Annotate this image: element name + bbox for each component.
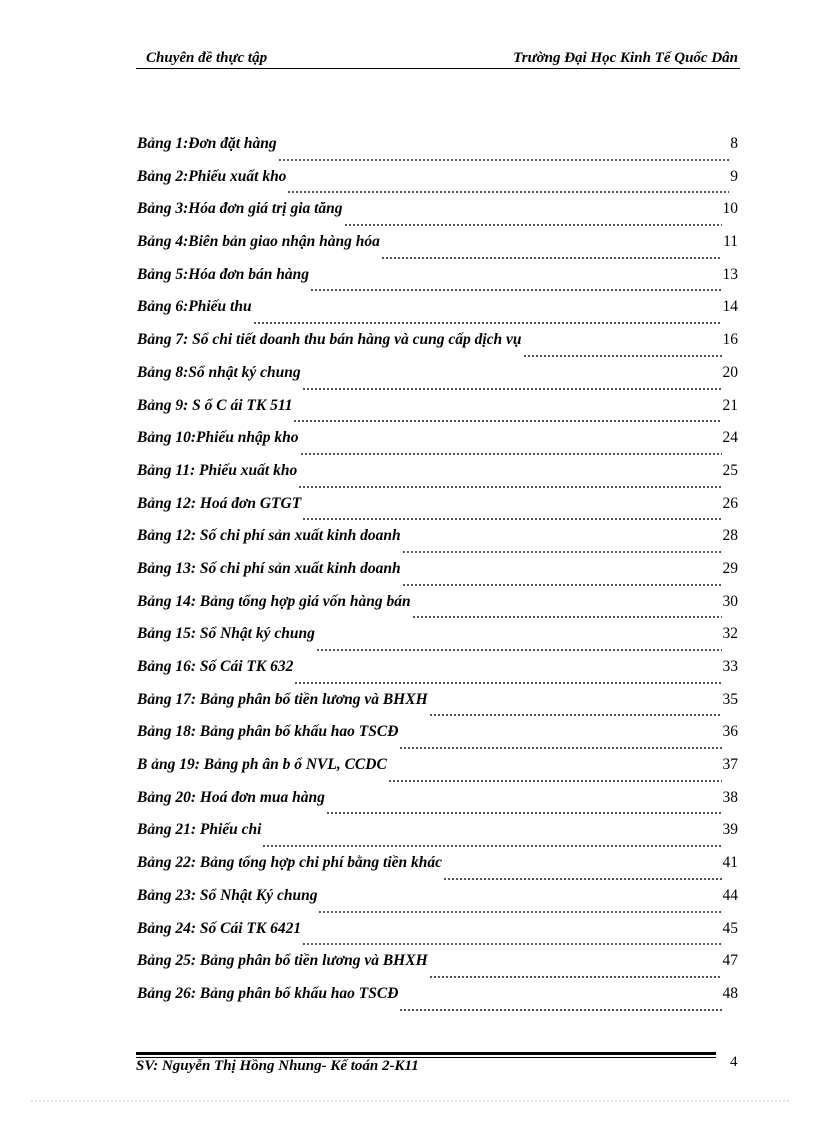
- toc-dot-leader: [402, 543, 722, 553]
- toc-dot-leader: [388, 772, 722, 782]
- toc-dot-leader: [310, 281, 722, 291]
- page-bottom-dotted-line: [30, 1100, 790, 1102]
- header-course-title: Chuyên đề thực tập: [146, 50, 268, 66]
- toc-entry-title: Bảng 22: Bảng tổng hợp chi phí bằng tiền khác: [137, 854, 443, 872]
- toc-entry-page: 25: [722, 461, 738, 479]
- toc-entry-page: 36: [722, 723, 738, 741]
- toc-dot-leader: [253, 314, 722, 324]
- toc-entry[interactable]: [137, 853, 738, 886]
- toc-entry-title: Bảng 7: Sổ chi tiết doanh thu bán hàng và cung cấp dịch vụ: [137, 331, 522, 349]
- toc-entry[interactable]: [137, 297, 738, 330]
- toc-dot-leader: [278, 151, 730, 161]
- toc-entry[interactable]: [137, 265, 738, 298]
- toc-entry-page: 32: [722, 625, 738, 643]
- toc-entry[interactable]: [137, 461, 738, 494]
- toc-entry[interactable]: [137, 330, 738, 363]
- toc-entry-title: Bảng 16: Số Cái TK 632: [137, 658, 294, 675]
- toc-dot-leader: [399, 1001, 721, 1011]
- toc-entry-title: Bảng 20: Hoá đơn mua hàng: [137, 788, 325, 806]
- toc-entry[interactable]: [137, 919, 738, 952]
- toc-dot-leader: [381, 249, 722, 259]
- toc-entry[interactable]: [137, 167, 738, 200]
- toc-entry[interactable]: [137, 690, 738, 723]
- toc-entry-page: 8: [730, 135, 738, 152]
- toc-entry-page: 21: [722, 396, 738, 414]
- toc-dot-leader: [302, 935, 721, 945]
- toc-entry-page: 45: [722, 919, 738, 937]
- toc-dot-leader: [298, 478, 721, 488]
- toc-entry[interactable]: [137, 396, 738, 429]
- toc-entry[interactable]: [137, 559, 738, 592]
- footer-author: SV: Nguyễn Thị Hồng Nhung- Kế toán 2-K11: [136, 1058, 419, 1074]
- toc-dot-leader: [287, 183, 729, 193]
- page-header: [136, 48, 740, 68]
- toc-entry-title: Bảng 6:Phiếu thu: [137, 298, 252, 316]
- toc-entry-title: Bảng 17: Bảng phân bổ tiền lương và BHXH: [137, 690, 428, 708]
- toc-entry-page: 38: [722, 788, 738, 806]
- toc-entry-title: Bảng 13: Số chi phí sản xuất kinh doanh: [137, 559, 401, 577]
- toc-entry-page: 24: [722, 429, 738, 447]
- toc-entry[interactable]: [137, 624, 738, 657]
- toc-entry[interactable]: [137, 820, 738, 853]
- toc-entry-page: 48: [722, 984, 738, 1002]
- toc-entry-title: Bảng 4:Biên bản giao nhận hàng hóa: [137, 233, 380, 251]
- toc-entry[interactable]: [137, 657, 738, 690]
- toc-entry-title: Bảng 24: Số Cái TK 6421: [137, 919, 302, 937]
- toc-entry[interactable]: [137, 199, 738, 232]
- toc-dot-leader: [429, 968, 722, 978]
- toc-entry-page: 26: [722, 494, 738, 512]
- toc-entry-title: Bảng 23: Sổ Nhật Ký chung: [137, 886, 318, 904]
- toc-dot-leader: [293, 412, 721, 422]
- toc-dot-leader: [262, 837, 721, 847]
- toc-entry[interactable]: [137, 984, 738, 1017]
- toc-entry-title: Bảng 25: Bảng phân bổ tiền lương và BHXH: [137, 952, 428, 970]
- toc-entry[interactable]: [137, 526, 738, 559]
- toc-entry-title: Bảng 21: Phiếu chi: [137, 821, 262, 839]
- toc-entry-page: 10: [722, 200, 738, 218]
- toc-dot-leader: [318, 903, 721, 913]
- toc-entry-page: 47: [722, 952, 738, 970]
- toc-entry[interactable]: [137, 886, 738, 919]
- toc-entry-title: Bảng 18: Bảng phân bổ khấu hao TSCĐ: [137, 723, 399, 741]
- toc-dot-leader: [302, 380, 722, 390]
- toc-dot-leader: [402, 576, 722, 586]
- toc-dot-leader: [429, 706, 722, 716]
- toc-entry-page: 33: [722, 658, 738, 675]
- table-of-contents: [137, 134, 738, 1017]
- toc-entry-title: Bảng 26: Bảng phân bổ khấu hao TSCĐ: [137, 984, 399, 1002]
- toc-dot-leader: [300, 445, 722, 455]
- header-divider: [136, 68, 740, 69]
- toc-entry-page: 9: [730, 167, 738, 185]
- footer-divider-thick: [136, 1052, 716, 1055]
- toc-entry[interactable]: [137, 592, 738, 625]
- toc-entry-page: 20: [722, 363, 738, 381]
- toc-dot-leader: [316, 641, 722, 651]
- toc-entry[interactable]: [137, 363, 738, 396]
- toc-entry-page: 16: [722, 331, 738, 349]
- toc-entry-page: 13: [722, 265, 738, 283]
- toc-entry-title: Bảng 14: Bảng tổng hợp giá vốn hàng bán: [137, 592, 411, 610]
- toc-entry-page: 29: [722, 559, 738, 577]
- toc-entry-page: 35: [722, 690, 738, 708]
- toc-entry-page: 44: [722, 886, 738, 904]
- toc-entry-title: Bảng 12: Số chi phí sản xuất kinh doanh: [137, 527, 401, 545]
- toc-entry[interactable]: [137, 428, 738, 461]
- toc-dot-leader: [523, 347, 722, 357]
- footer-page-number: 4: [730, 1054, 738, 1070]
- toc-entry[interactable]: [137, 951, 738, 984]
- toc-entry-page: 39: [722, 821, 738, 839]
- toc-entry-page: 11: [723, 233, 738, 251]
- toc-entry[interactable]: [137, 722, 738, 755]
- toc-entry-page: 28: [722, 527, 738, 545]
- toc-dot-leader: [302, 510, 721, 520]
- toc-dot-leader: [412, 608, 722, 618]
- toc-dot-leader: [326, 804, 722, 814]
- header-university: Trường Đại Học Kinh Tế Quốc Dân: [513, 50, 738, 66]
- toc-entry[interactable]: [137, 232, 738, 265]
- toc-dot-leader: [399, 739, 721, 749]
- toc-entry-title: B ảng 19: Bảng ph ân b ổ NVL, CCDC: [137, 756, 387, 774]
- toc-entry-page: 41: [722, 854, 738, 872]
- toc-entry[interactable]: [137, 494, 738, 527]
- toc-entry-title: Bảng 8:Sổ nhật ký chung: [137, 363, 301, 381]
- toc-entry-title: Bảng 9: S ổ C ái TK 511: [137, 396, 293, 414]
- toc-entry-title: Bảng 11: Phiếu xuất kho: [137, 461, 298, 479]
- toc-entry-page: 37: [722, 756, 738, 774]
- toc-entry[interactable]: [137, 134, 738, 167]
- toc-entry-title: Bảng 15: Sổ Nhật ký chung: [137, 625, 315, 643]
- toc-entry-title: Bảng 5:Hóa đơn bán hàng: [137, 265, 309, 283]
- toc-dot-leader: [443, 870, 721, 880]
- toc-dot-leader: [294, 674, 721, 684]
- toc-entry[interactable]: [137, 788, 738, 821]
- toc-entry-title: Bảng 12: Hoá đơn GTGT: [137, 494, 302, 512]
- toc-entry-page: 30: [722, 592, 738, 610]
- toc-entry-page: 14: [722, 298, 738, 316]
- toc-entry-title: Bảng 10:Phiếu nhập kho: [137, 429, 299, 447]
- toc-dot-leader: [344, 216, 722, 226]
- toc-entry[interactable]: [137, 755, 738, 788]
- toc-entry-title: Bảng 3:Hóa đơn giá trị gia tăng: [137, 200, 343, 218]
- toc-entry-title: Bảng 2:Phiếu xuất kho: [137, 167, 287, 185]
- toc-entry-title: Bảng 1:Đơn đặt hàng: [137, 135, 277, 152]
